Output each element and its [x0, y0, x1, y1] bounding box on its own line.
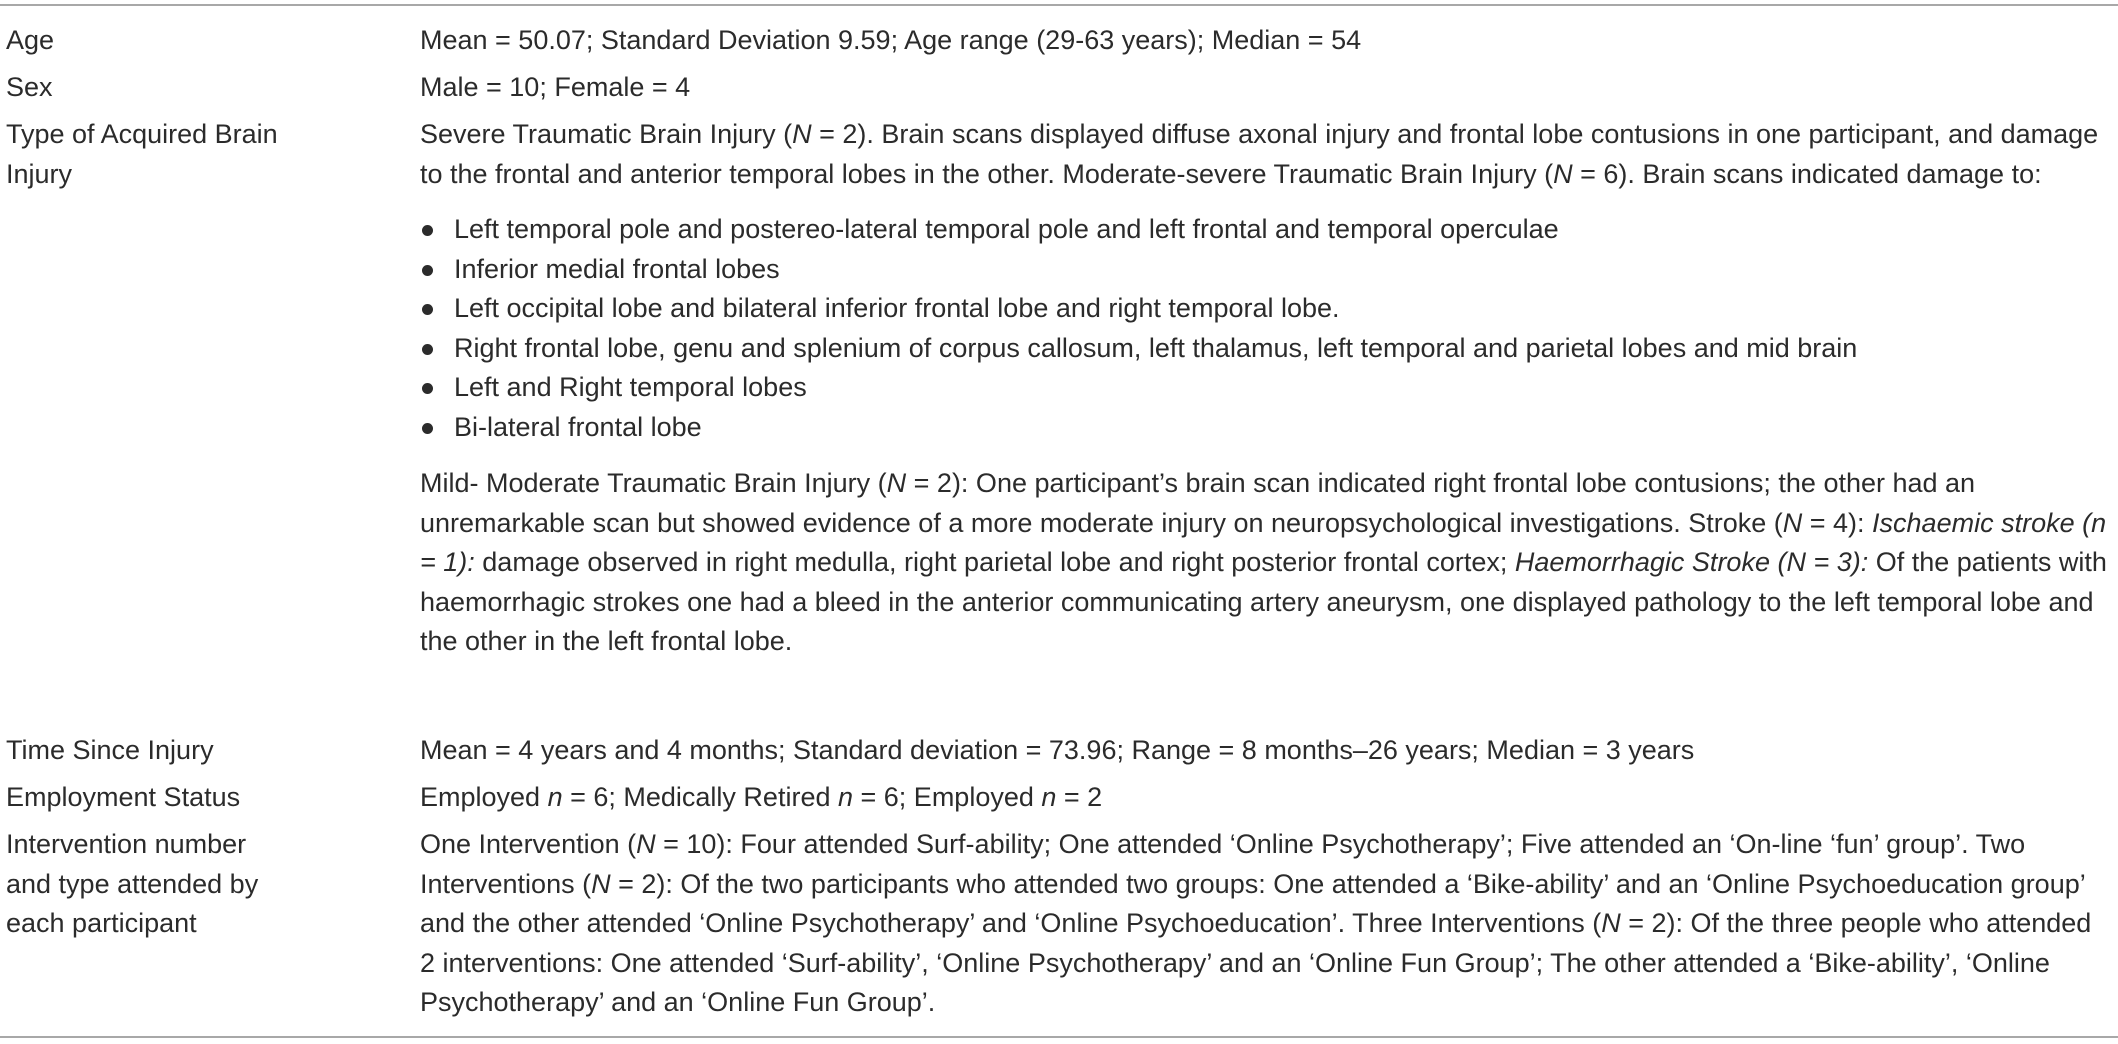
employment-text-4: = 2: [1056, 782, 1103, 812]
employment-text-1: Employed: [420, 782, 548, 812]
intervention-n-1: N: [636, 829, 656, 859]
row-label-age: Age: [6, 25, 55, 55]
row-label-time-since-injury: Time Since Injury: [6, 735, 214, 765]
row-label-sex: Sex: [6, 72, 53, 102]
row-value-time-since-injury: Mean = 4 years and 4 months; Standard deviation = 73.96; Range = 8 months–26 years; Median = 3 years: [420, 735, 1695, 765]
injury-outro-italic-haemorrhagic: Haemorrhagic Stroke (N = 3):: [1514, 547, 1869, 577]
row-value-employment: [420, 778, 2112, 818]
injury-outro-italic-ischaemic: Ischaemic stroke (n = 1):: [420, 507, 2107, 577]
table-top-rule: [0, 4, 2118, 6]
row-label-injury-type-line1: Type of Acquired Brain: [6, 119, 278, 149]
injury-intro-paragraph: [420, 115, 2112, 194]
intervention-text-4: = 2): Of the three people who attended 2 interventions: One attended ‘Surf-ability’, ‘Online Psychotherapy’ and an ‘Online Fun Group’; The other attended a ‘Bike-ability’, ‘Online Psychotherapy’ and an ‘Online Fun Group’.: [420, 908, 2092, 1017]
intervention-text-3: = 2): Of the two participants who attended two groups: One attended a ‘Bike-ability’ and an ‘Online Psychoeducation group’ and the other attended ‘Online Psychotherapy’ and ‘Online Psychoeducation’. Three Interventions (: [420, 868, 2085, 938]
injury-intro-text-1: Severe Traumatic Brain Injury (: [420, 119, 793, 149]
injury-outro-text-4: damage observed in right medulla, right parietal lobe and right posterior frontal cortex;: [474, 547, 1515, 577]
row-label-intervention: [6, 825, 406, 944]
row-value-injury-type: [420, 115, 2112, 662]
row-label-injury-type: [6, 115, 406, 194]
injury-outro-text-1: Mild- Moderate Traumatic Brain Injury (: [420, 468, 887, 498]
row-label-employment: Employment Status: [6, 782, 241, 812]
injury-outro-n-1: N: [886, 468, 907, 498]
injury-intro-n-2: N: [1553, 158, 1573, 189]
employment-n-1: n: [547, 782, 563, 812]
employment-n-2: n: [837, 782, 854, 812]
row-label-intervention-line2: and type attended by: [6, 868, 259, 899]
list-item: Left occipital lobe and bilateral inferior frontal lobe and right temporal lobe.: [420, 289, 2112, 329]
injury-outro-text-5: Of the patients with haemorrhagic strokes one had a bleed in the anterior communicating artery aneurysm, one displayed pathology to the left temporal lobe and the other in the left frontal lobe.: [420, 547, 2107, 656]
row-label-intervention-line1: Intervention number: [6, 829, 247, 859]
list-item: Inferior medial frontal lobes: [420, 250, 2112, 290]
intervention-text-1: One Intervention (: [420, 829, 637, 859]
list-item: Left and Right temporal lobes: [420, 368, 2112, 408]
row-value-age: Mean = 50.07; Standard Deviation 9.59; Age range (29-63 years); Median = 54: [420, 25, 1362, 55]
injury-outro-paragraph: [420, 464, 2112, 662]
damage-bullet-list: [420, 210, 2112, 447]
employment-text-3: = 6; Employed: [853, 782, 1042, 812]
employment-n-3: n: [1041, 782, 1057, 812]
list-item: Right frontal lobe, genu and splenium of corpus callosum, left thalamus, left temporal and parietal lobes and mid brain: [420, 329, 2112, 369]
intervention-n-2: N: [591, 868, 611, 899]
intervention-text-2: = 10): Four attended Surf-ability; One attended ‘Online Psychotherapy’; Five attended an ‘On-line ‘fun’ group’. Two Interventions (: [420, 829, 2026, 899]
row-value-intervention: [420, 825, 2112, 1023]
injury-outro-text-2: = 2): One participant’s brain scan indicated right frontal lobe contusions; the other had an unremarkable scan but showed evidence of a more moderate injury on neuropsychological investigations. Stroke (: [420, 468, 1976, 538]
row-label-injury-type-line2: Injury: [6, 158, 73, 189]
row-value-sex: Male = 10; Female = 4: [420, 72, 691, 102]
table-bottom-rule: [0, 1036, 2118, 1038]
injury-intro-text-3: = 6). Brain scans indicated damage to:: [1572, 158, 2042, 189]
list-item: Bi-lateral frontal lobe: [420, 408, 2112, 448]
row-label-intervention-line3: each participant: [6, 908, 197, 938]
injury-outro-n-2: N: [1782, 507, 1803, 538]
list-item: Left temporal pole and postereo-lateral temporal pole and left frontal and temporal operculae: [420, 210, 2112, 250]
intervention-n-3: N: [1601, 908, 1621, 938]
injury-outro-text-3: = 4):: [1802, 507, 1873, 538]
injury-intro-n-1: N: [792, 119, 812, 149]
employment-text-2: = 6; Medically Retired: [562, 782, 838, 812]
injury-intro-text-2: = 2). Brain scans displayed diffuse axonal injury and frontal lobe contusions in one participant, and damage to the frontal and anterior temporal lobes in the other. Moderate-severe Traumatic Brain Injury (: [420, 119, 2099, 189]
